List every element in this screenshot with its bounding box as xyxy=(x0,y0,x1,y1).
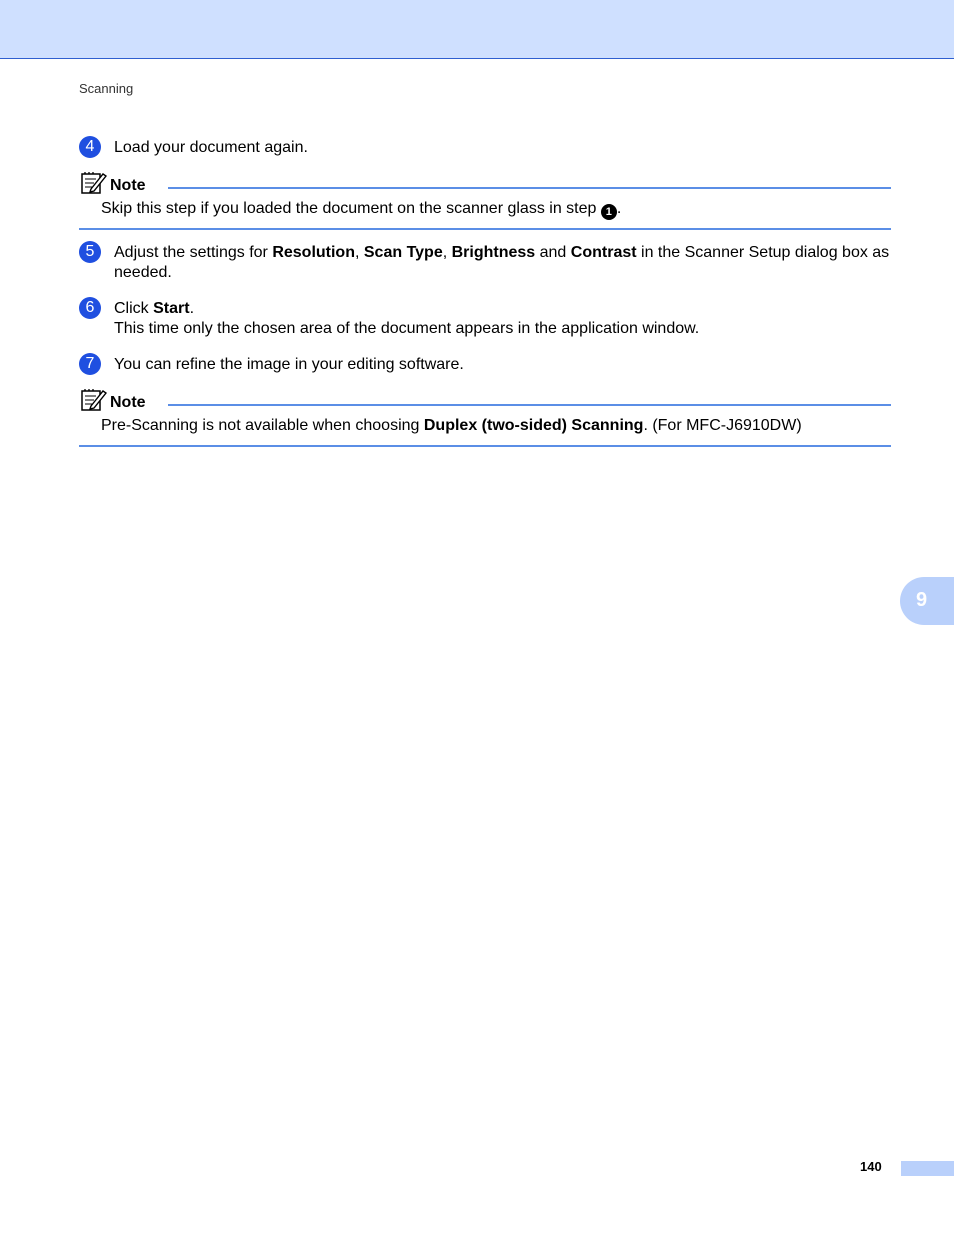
note-bottom-rule xyxy=(79,445,891,447)
note-label: Note xyxy=(110,177,146,194)
step-text: Adjust the settings for Resolution, Scan Type, Brightness and Contrast in the Scanner Setup dialog box as needed. xyxy=(114,244,890,281)
page-number-bar xyxy=(901,1161,954,1176)
step-4 xyxy=(79,138,891,158)
chapter-tab xyxy=(900,577,954,625)
note-bottom-rule xyxy=(79,228,891,230)
note-pencil-icon xyxy=(81,171,107,195)
note-box-2 xyxy=(79,388,891,447)
note-box-1 xyxy=(79,171,891,230)
step-reference-badge: 1 xyxy=(601,204,617,220)
note-text: Skip this step if you loaded the document on the scanner glass in step 1 . xyxy=(101,200,622,218)
step-number-badge: 4 xyxy=(79,136,101,158)
step-text: Click Start. This time only the chosen area of the document appears in the application window. xyxy=(114,300,700,337)
step-text: You can refine the image in your editing software. xyxy=(114,356,464,373)
page-number: 140 xyxy=(860,1159,882,1174)
note-pencil-icon xyxy=(81,388,107,412)
step-number-badge: 6 xyxy=(79,297,101,319)
section-label: Scanning xyxy=(79,81,134,96)
note-label: Note xyxy=(110,394,146,411)
step-number-badge: 5 xyxy=(79,241,101,263)
step-7 xyxy=(79,355,891,375)
step-text: Load your document again. xyxy=(114,139,308,156)
step-6 xyxy=(79,299,891,339)
step-number-badge: 7 xyxy=(79,353,101,375)
note-top-rule xyxy=(168,187,891,189)
chapter-number: 9 xyxy=(916,589,928,611)
note-top-rule xyxy=(168,404,891,406)
note-text: Pre-Scanning is not available when choosing Duplex (two-sided) Scanning. (For MFC-J6910DW) xyxy=(101,417,802,434)
header-band xyxy=(0,0,954,59)
step-5 xyxy=(79,243,891,283)
